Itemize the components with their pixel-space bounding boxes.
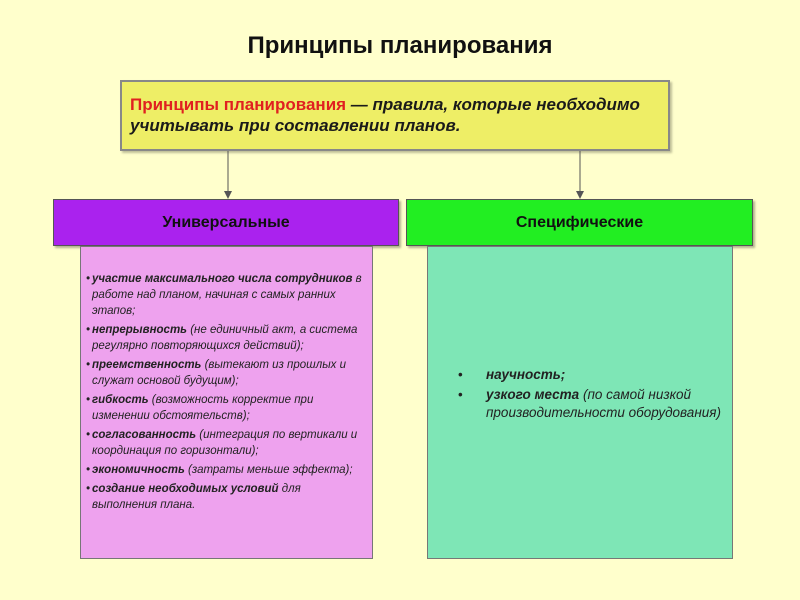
bullet-icon: • [86, 429, 91, 441]
universal-panel [80, 246, 373, 559]
arrowhead-specific [576, 191, 584, 199]
universal-item: • экономичность (затраты меньше эффекта); [86, 464, 353, 476]
definition-text: — правила, которые необходимо учитывать при составлении планов. [130, 95, 640, 135]
page-title: Принципы планирования [247, 32, 553, 59]
bullet-icon: • [86, 359, 91, 371]
universal-header: Универсальные [53, 199, 399, 246]
universal-item: • согласованность (интеграция по вертикали и координация по горизонтали); [86, 429, 358, 457]
specific-item: • узкого места (по самой низкой производительности оборудования) [458, 387, 721, 420]
specific-panel [427, 246, 733, 559]
universal-item: • участие максимального числа сотрудников в работе над планом, начиная с самых ранних этапов; [86, 273, 362, 317]
universal-item: • непрерывность (не единичный акт, а система регулярно повторяющихся действий); [86, 324, 358, 352]
specific-item: • научность; [458, 367, 566, 382]
bullet-icon: • [458, 387, 463, 402]
bullet-icon: • [86, 464, 91, 476]
specific-list [458, 366, 728, 424]
universal-item: • преемственность (вытекают из прошлых и служат основой будущим); [86, 359, 346, 387]
bullet-icon: • [86, 324, 91, 336]
arrowhead-universal [224, 191, 232, 199]
specific-header: Специфические [406, 199, 753, 246]
bullet-icon: • [86, 273, 91, 285]
universal-item: • создание необходимых условий для выполнения плана. [86, 483, 301, 511]
bullet-icon: • [86, 394, 91, 406]
bullet-icon: • [86, 483, 91, 495]
universal-item: • гибкость (возможность корректие при изменении обстоятельств); [86, 394, 314, 422]
bullet-icon: • [458, 367, 463, 382]
definition-term: Принципы планирования [130, 95, 347, 114]
